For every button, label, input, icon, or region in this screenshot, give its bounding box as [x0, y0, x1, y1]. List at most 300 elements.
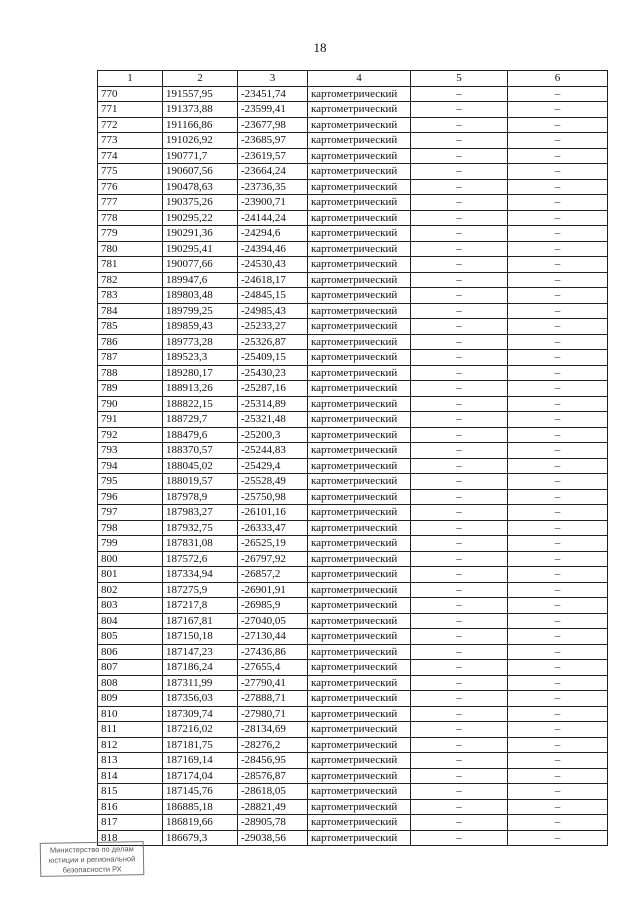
table-row — [98, 691, 608, 707]
table-row — [98, 334, 608, 350]
point-number-cell: 803 — [98, 598, 163, 614]
table-row — [98, 179, 608, 195]
column-6-cell: – — [508, 691, 608, 707]
y-coordinate-cell: -27040,05 — [238, 613, 308, 629]
x-coordinate-cell: 189803,48 — [163, 288, 238, 304]
point-number-cell: 771 — [98, 102, 163, 118]
x-coordinate-cell: 189773,28 — [163, 334, 238, 350]
column-6-cell: – — [508, 582, 608, 598]
table-row — [98, 350, 608, 366]
y-coordinate-cell: -25409,15 — [238, 350, 308, 366]
column-6-cell: – — [508, 288, 608, 304]
column-6-cell: – — [508, 505, 608, 521]
x-coordinate-cell: 189859,43 — [163, 319, 238, 335]
method-cell: картометрический — [308, 133, 411, 149]
y-coordinate-cell: -26101,16 — [238, 505, 308, 521]
column-5-cell: – — [411, 365, 508, 381]
stamp-line: юстиции и региональной — [48, 854, 136, 865]
point-number-cell: 799 — [98, 536, 163, 552]
y-coordinate-cell: -26901,91 — [238, 582, 308, 598]
table-row — [98, 288, 608, 304]
column-6-cell: – — [508, 474, 608, 490]
column-5-cell: – — [411, 458, 508, 474]
y-coordinate-cell: -23900,71 — [238, 195, 308, 211]
y-coordinate-cell: -26797,92 — [238, 551, 308, 567]
method-cell: картометрический — [308, 257, 411, 273]
column-header: 3 — [238, 71, 308, 87]
point-number-cell: 776 — [98, 179, 163, 195]
table-row — [98, 458, 608, 474]
column-header: 2 — [163, 71, 238, 87]
x-coordinate-cell: 188019,57 — [163, 474, 238, 490]
column-header: 6 — [508, 71, 608, 87]
table-row — [98, 133, 608, 149]
x-coordinate-cell: 187275,9 — [163, 582, 238, 598]
column-header: 5 — [411, 71, 508, 87]
table-row — [98, 768, 608, 784]
column-5-cell: – — [411, 350, 508, 366]
method-cell: картометрический — [308, 784, 411, 800]
table-row — [98, 210, 608, 226]
column-6-cell: – — [508, 598, 608, 614]
table-row — [98, 830, 608, 846]
column-5-cell: – — [411, 598, 508, 614]
column-5-cell: – — [411, 722, 508, 738]
y-coordinate-cell: -28276,2 — [238, 737, 308, 753]
method-cell: картометрический — [308, 582, 411, 598]
column-6-cell: – — [508, 613, 608, 629]
column-6-cell: – — [508, 536, 608, 552]
y-coordinate-cell: -25430,23 — [238, 365, 308, 381]
column-5-cell: – — [411, 133, 508, 149]
y-coordinate-cell: -25233,27 — [238, 319, 308, 335]
column-6-cell: – — [508, 799, 608, 815]
column-5-cell: – — [411, 303, 508, 319]
x-coordinate-cell: 187169,14 — [163, 753, 238, 769]
x-coordinate-cell: 187311,99 — [163, 675, 238, 691]
method-cell: картометрический — [308, 830, 411, 846]
column-6-cell: – — [508, 102, 608, 118]
column-5-cell: – — [411, 412, 508, 428]
method-cell: картометрический — [308, 102, 411, 118]
method-cell: картометрический — [308, 148, 411, 164]
point-number-cell: 810 — [98, 706, 163, 722]
x-coordinate-cell: 187216,02 — [163, 722, 238, 738]
y-coordinate-cell: -28821,49 — [238, 799, 308, 815]
point-number-cell: 801 — [98, 567, 163, 583]
column-5-cell: – — [411, 784, 508, 800]
point-number-cell: 804 — [98, 613, 163, 629]
column-5-cell: – — [411, 210, 508, 226]
y-coordinate-cell: -25321,48 — [238, 412, 308, 428]
table-body — [98, 86, 608, 846]
table-row — [98, 257, 608, 273]
y-coordinate-cell: -28134,69 — [238, 722, 308, 738]
method-cell: картометрический — [308, 350, 411, 366]
column-6-cell: – — [508, 148, 608, 164]
x-coordinate-cell: 187978,9 — [163, 489, 238, 505]
table-row — [98, 629, 608, 645]
x-coordinate-cell: 186885,18 — [163, 799, 238, 815]
x-coordinate-cell: 187334,94 — [163, 567, 238, 583]
y-coordinate-cell: -25429,4 — [238, 458, 308, 474]
column-6-cell: – — [508, 350, 608, 366]
point-number-cell: 790 — [98, 396, 163, 412]
method-cell: картометрический — [308, 706, 411, 722]
column-6-cell: – — [508, 319, 608, 335]
point-number-cell: 791 — [98, 412, 163, 428]
column-6-cell: – — [508, 551, 608, 567]
method-cell: картометрический — [308, 365, 411, 381]
table-row — [98, 164, 608, 180]
table-row — [98, 753, 608, 769]
method-cell: картометрический — [308, 613, 411, 629]
column-5-cell: – — [411, 582, 508, 598]
x-coordinate-cell: 189280,17 — [163, 365, 238, 381]
column-5-cell: – — [411, 489, 508, 505]
column-6-cell: – — [508, 722, 608, 738]
table-row — [98, 381, 608, 397]
x-coordinate-cell: 189523,3 — [163, 350, 238, 366]
x-coordinate-cell: 188729,7 — [163, 412, 238, 428]
column-6-cell: – — [508, 489, 608, 505]
method-cell: картометрический — [308, 598, 411, 614]
column-6-cell: – — [508, 381, 608, 397]
method-cell: картометрический — [308, 520, 411, 536]
table-row — [98, 412, 608, 428]
y-coordinate-cell: -23736,35 — [238, 179, 308, 195]
column-5-cell: – — [411, 753, 508, 769]
point-number-cell: 784 — [98, 303, 163, 319]
method-cell: картометрический — [308, 381, 411, 397]
column-6-cell: – — [508, 396, 608, 412]
point-number-cell: 809 — [98, 691, 163, 707]
y-coordinate-cell: -24530,43 — [238, 257, 308, 273]
point-number-cell: 779 — [98, 226, 163, 242]
table-row — [98, 598, 608, 614]
column-5-cell: – — [411, 164, 508, 180]
point-number-cell: 807 — [98, 660, 163, 676]
y-coordinate-cell: -25528,49 — [238, 474, 308, 490]
table-row — [98, 737, 608, 753]
point-number-cell: 783 — [98, 288, 163, 304]
method-cell: картометрический — [308, 319, 411, 335]
column-5-cell: – — [411, 675, 508, 691]
table-row — [98, 396, 608, 412]
point-number-cell: 780 — [98, 241, 163, 257]
table-row — [98, 799, 608, 815]
point-number-cell: 797 — [98, 505, 163, 521]
column-6-cell: – — [508, 644, 608, 660]
column-5-cell: – — [411, 443, 508, 459]
x-coordinate-cell: 187167,81 — [163, 613, 238, 629]
point-number-cell: 775 — [98, 164, 163, 180]
x-coordinate-cell: 187983,27 — [163, 505, 238, 521]
point-number-cell: 772 — [98, 117, 163, 133]
table-row — [98, 567, 608, 583]
method-cell: картометрический — [308, 489, 411, 505]
method-cell: картометрический — [308, 443, 411, 459]
x-coordinate-cell: 187147,23 — [163, 644, 238, 660]
x-coordinate-cell: 188822,15 — [163, 396, 238, 412]
table-row — [98, 427, 608, 443]
point-number-cell: 812 — [98, 737, 163, 753]
column-5-cell: – — [411, 226, 508, 242]
column-5-cell: – — [411, 396, 508, 412]
method-cell: картометрический — [308, 675, 411, 691]
point-number-cell: 788 — [98, 365, 163, 381]
table-row — [98, 722, 608, 738]
y-coordinate-cell: -27655,4 — [238, 660, 308, 676]
point-number-cell: 794 — [98, 458, 163, 474]
y-coordinate-cell: -24394,46 — [238, 241, 308, 257]
column-5-cell: – — [411, 474, 508, 490]
table-row — [98, 319, 608, 335]
method-cell: картометрический — [308, 505, 411, 521]
column-6-cell: – — [508, 226, 608, 242]
table-row — [98, 505, 608, 521]
table-row — [98, 365, 608, 381]
column-6-cell: – — [508, 427, 608, 443]
y-coordinate-cell: -24618,17 — [238, 272, 308, 288]
column-5-cell: – — [411, 830, 508, 846]
column-6-cell: – — [508, 815, 608, 831]
column-5-cell: – — [411, 520, 508, 536]
table-row — [98, 226, 608, 242]
page-number: 18 — [313, 40, 327, 55]
column-6-cell: – — [508, 241, 608, 257]
column-5-cell: – — [411, 257, 508, 273]
y-coordinate-cell: -23619,57 — [238, 148, 308, 164]
column-6-cell: – — [508, 164, 608, 180]
y-coordinate-cell: -25200,3 — [238, 427, 308, 443]
point-number-cell: 798 — [98, 520, 163, 536]
method-cell: картометрический — [308, 303, 411, 319]
x-coordinate-cell: 190607,56 — [163, 164, 238, 180]
point-number-cell: 787 — [98, 350, 163, 366]
table-row — [98, 272, 608, 288]
column-5-cell: – — [411, 691, 508, 707]
y-coordinate-cell: -27130,44 — [238, 629, 308, 645]
x-coordinate-cell: 187150,18 — [163, 629, 238, 645]
x-coordinate-cell: 190291,36 — [163, 226, 238, 242]
column-6-cell: – — [508, 210, 608, 226]
method-cell: картометрический — [308, 768, 411, 784]
table-row — [98, 551, 608, 567]
column-5-cell: – — [411, 768, 508, 784]
table-row — [98, 675, 608, 691]
column-6-cell: – — [508, 737, 608, 753]
method-cell: картометрический — [308, 629, 411, 645]
column-5-cell: – — [411, 706, 508, 722]
x-coordinate-cell: 189799,25 — [163, 303, 238, 319]
x-coordinate-cell: 187217,8 — [163, 598, 238, 614]
coordinates-table — [97, 70, 608, 846]
x-coordinate-cell: 187831,08 — [163, 536, 238, 552]
method-cell: картометрический — [308, 458, 411, 474]
column-5-cell: – — [411, 799, 508, 815]
x-coordinate-cell: 188479,6 — [163, 427, 238, 443]
point-number-cell: 792 — [98, 427, 163, 443]
method-cell: картометрический — [308, 226, 411, 242]
y-coordinate-cell: -27436,86 — [238, 644, 308, 660]
column-6-cell: – — [508, 458, 608, 474]
y-coordinate-cell: -23685,97 — [238, 133, 308, 149]
point-number-cell: 796 — [98, 489, 163, 505]
column-6-cell: – — [508, 117, 608, 133]
column-header: 1 — [98, 71, 163, 87]
column-5-cell: – — [411, 737, 508, 753]
method-cell: картометрический — [308, 722, 411, 738]
x-coordinate-cell: 190478,63 — [163, 179, 238, 195]
y-coordinate-cell: -23664,24 — [238, 164, 308, 180]
x-coordinate-cell: 191557,95 — [163, 86, 238, 102]
column-header: 4 — [308, 71, 411, 87]
point-number-cell: 808 — [98, 675, 163, 691]
column-5-cell: – — [411, 505, 508, 521]
method-cell: картометрический — [308, 536, 411, 552]
column-5-cell: – — [411, 117, 508, 133]
x-coordinate-cell: 186679,3 — [163, 830, 238, 846]
column-5-cell: – — [411, 195, 508, 211]
method-cell: картометрический — [308, 474, 411, 490]
x-coordinate-cell: 190077,66 — [163, 257, 238, 273]
method-cell: картометрический — [308, 412, 411, 428]
x-coordinate-cell: 187181,75 — [163, 737, 238, 753]
x-coordinate-cell: 189947,6 — [163, 272, 238, 288]
method-cell: картометрический — [308, 737, 411, 753]
table-row — [98, 86, 608, 102]
x-coordinate-cell: 187145,76 — [163, 784, 238, 800]
method-cell: картометрический — [308, 660, 411, 676]
y-coordinate-cell: -24294,6 — [238, 226, 308, 242]
point-number-cell: 811 — [98, 722, 163, 738]
column-5-cell: – — [411, 427, 508, 443]
column-6-cell: – — [508, 567, 608, 583]
point-number-cell: 814 — [98, 768, 163, 784]
table-row — [98, 520, 608, 536]
point-number-cell: 773 — [98, 133, 163, 149]
point-number-cell: 782 — [98, 272, 163, 288]
method-cell: картометрический — [308, 691, 411, 707]
table-row — [98, 815, 608, 831]
point-number-cell: 815 — [98, 784, 163, 800]
y-coordinate-cell: -26857,2 — [238, 567, 308, 583]
column-6-cell: – — [508, 257, 608, 273]
method-cell: картометрический — [308, 396, 411, 412]
method-cell: картометрический — [308, 179, 411, 195]
method-cell: картометрический — [308, 195, 411, 211]
column-6-cell: – — [508, 272, 608, 288]
method-cell: картометрический — [308, 753, 411, 769]
column-6-cell: – — [508, 133, 608, 149]
x-coordinate-cell: 187932,75 — [163, 520, 238, 536]
x-coordinate-cell: 191166,86 — [163, 117, 238, 133]
x-coordinate-cell: 186819,66 — [163, 815, 238, 831]
y-coordinate-cell: -28905,78 — [238, 815, 308, 831]
x-coordinate-cell: 188913,26 — [163, 381, 238, 397]
column-5-cell: – — [411, 179, 508, 195]
y-coordinate-cell: -27888,71 — [238, 691, 308, 707]
point-number-cell: 770 — [98, 86, 163, 102]
column-6-cell: – — [508, 629, 608, 645]
x-coordinate-cell: 191373,88 — [163, 102, 238, 118]
column-5-cell: – — [411, 536, 508, 552]
y-coordinate-cell: -24144,24 — [238, 210, 308, 226]
column-6-cell: – — [508, 179, 608, 195]
column-5-cell: – — [411, 272, 508, 288]
point-number-cell: 795 — [98, 474, 163, 490]
column-6-cell: – — [508, 195, 608, 211]
column-6-cell: – — [508, 660, 608, 676]
y-coordinate-cell: -23677,98 — [238, 117, 308, 133]
column-5-cell: – — [411, 381, 508, 397]
column-5-cell: – — [411, 629, 508, 645]
x-coordinate-cell: 190771,7 — [163, 148, 238, 164]
stamp-line: безопасности РХ — [62, 864, 122, 875]
y-coordinate-cell: -27980,71 — [238, 706, 308, 722]
x-coordinate-cell: 188370,57 — [163, 443, 238, 459]
method-cell: картометрический — [308, 427, 411, 443]
column-6-cell: – — [508, 303, 608, 319]
column-6-cell: – — [508, 768, 608, 784]
point-number-cell: 774 — [98, 148, 163, 164]
method-cell: картометрический — [308, 644, 411, 660]
table-row — [98, 241, 608, 257]
method-cell: картометрический — [308, 799, 411, 815]
table-row — [98, 582, 608, 598]
point-number-cell: 805 — [98, 629, 163, 645]
point-number-cell: 800 — [98, 551, 163, 567]
x-coordinate-cell: 187572,6 — [163, 551, 238, 567]
point-number-cell: 817 — [98, 815, 163, 831]
column-5-cell: – — [411, 567, 508, 583]
table-row — [98, 117, 608, 133]
method-cell: картометрический — [308, 117, 411, 133]
column-5-cell: – — [411, 551, 508, 567]
table-row — [98, 613, 608, 629]
point-number-cell: 786 — [98, 334, 163, 350]
table-row — [98, 706, 608, 722]
column-6-cell: – — [508, 334, 608, 350]
point-number-cell: 806 — [98, 644, 163, 660]
x-coordinate-cell: 187174,04 — [163, 768, 238, 784]
point-number-cell: 793 — [98, 443, 163, 459]
stamp-line: Министерство по делам — [49, 844, 134, 855]
table-header-row — [98, 71, 608, 87]
y-coordinate-cell: -25287,16 — [238, 381, 308, 397]
method-cell: картометрический — [308, 241, 411, 257]
method-cell: картометрический — [308, 815, 411, 831]
table-row — [98, 303, 608, 319]
point-number-cell: 802 — [98, 582, 163, 598]
method-cell: картометрический — [308, 272, 411, 288]
column-5-cell: – — [411, 334, 508, 350]
x-coordinate-cell: 187356,03 — [163, 691, 238, 707]
column-6-cell: – — [508, 675, 608, 691]
table-row — [98, 660, 608, 676]
column-5-cell: – — [411, 644, 508, 660]
y-coordinate-cell: -26985,9 — [238, 598, 308, 614]
y-coordinate-cell: -24845,15 — [238, 288, 308, 304]
column-5-cell: – — [411, 86, 508, 102]
column-6-cell: – — [508, 412, 608, 428]
y-coordinate-cell: -24985,43 — [238, 303, 308, 319]
table-row — [98, 644, 608, 660]
column-6-cell: – — [508, 365, 608, 381]
y-coordinate-cell: -23599,41 — [238, 102, 308, 118]
point-number-cell: 785 — [98, 319, 163, 335]
